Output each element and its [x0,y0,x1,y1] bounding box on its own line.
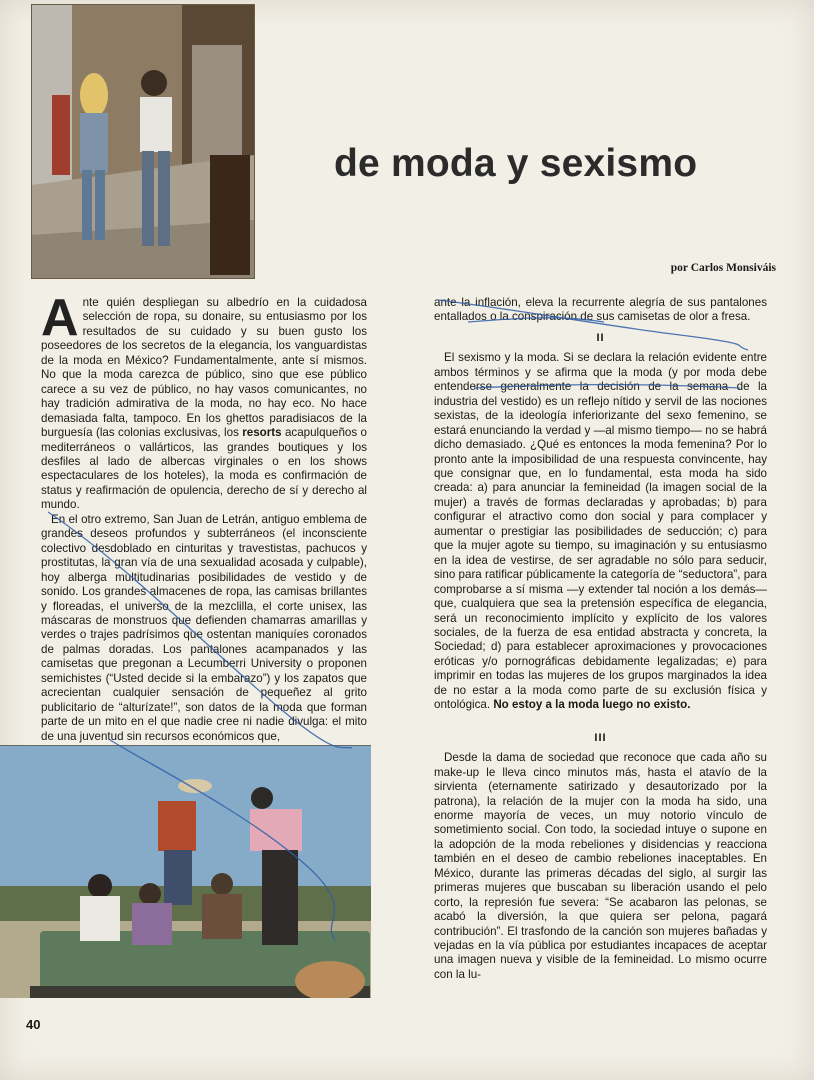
bold-statement: No estoy a la moda luego no existo. [493,698,691,712]
body-paragraph: En el otro extremo, San Juan de Letrán, antiguo emblema de grandes deseos profundos y subterráneos (el inconsciente colectivo desdoblado en cinturitas y travestistas, pachucos y prostitutas, la gran vía de una sexualidad acosada y culpable), hoy alberga multitudinarias posibilidades de vestido y de sonido. Los grandes almacenes de ropa, las camisas brillantes y floreadas, el universo de la mezclilla, el corte unisex, las máscaras de monstruos que defienden chamarras amarillas y verdes o trajes padrísimos que ostentan maniquíes coronados de palmas doradas. Los pantalones acampanados y las camisetas que pregonan a Lecumberri University o proponen semichistes (“Usted decide si la embarazo”) y los zapatos que acrecientan cualquier sensación de pequeñez al grito publicitario de “alturízate!”, son datos de la moda que forman parte de un mito en el que nadie cree ni nadie divulga: el mito de una juventud sin recursos económicos que, [41,512,367,743]
page-number: 40 [26,1017,41,1032]
body-paragraph: El sexismo y la moda. Si se declara la relación evidente entre ambos términos y se afirma que la moda (y por moda debe entenderse generalmente la decisión de la semana de la industria del vestido) es un reflejo nítido y servil de las nociones sexistas, de la ideología inferiorizante del sexo femenino, se estará enunciando la verdad y —al mismo tiempo— no se habrá dicho demasiado. ¿Qué es entonces la moda femenina? Por lo pronto ante la imposibilidad de una respuesta convincente, hay que consignar que, en lo fundamental, esta moda ha sido creada: a) para anunciar la femineidad (la imagen social de la mujer) a través de formas declaradas y aprobadas; b) para configurar el atractivo como don social y para complacer y aumentar o prestigiar las posibilidades de seducción; c) para que la mujer agote su tiempo, su imaginación y su entusiasmo en la idea de vestirse, de ser agradable no sólo para seducir, sino para ratificar públicamente la categoría de “seductora”, para comprobarse a sí misma —y extender tal noción a los demás— que, cualquiera que sea la pretensión específica de elegancia, será un reconocimiento implícito y explícito de los valores sociales, de la fuerza de esa entidad abstracta y concreta, la Sociedad; d) para establecer aproximaciones y provocaciones eróticas y/o pornográficas debidamente legalizadas; e) para imprimir en todas las mujeres de los grupos marginados la idea de no estar a la moda como parte de su exclusión física y ontológica. No estoy a la moda luego no existo. [434,351,767,712]
continued-paragraph: ante la inflación, eleva la recurrente alegría de sus pantalones entallados o la conspiración de sus camisetas de olor a fresa. [434,296,767,324]
left-column [41,289,367,744]
section-heading-iii: III [594,731,607,744]
section-heading-ii: II [596,331,605,344]
intro-paragraph: Ante quién despliegan su albedrío en la cuidadosa selección de ropa, su donaire, su entusiasmo por los resultados de su cuidado y su buen gusto los poseedores de los secretos de la elegancia, los vanguardistas de la moda en México? Fundamentalmente, ante sí mismos. No que la moda carezca de público, sino que ese público carece a su vez de público, no hay vasos comunicantes, no hay tradición admirativa de la moda, no hay eco. No hace demasiada falta, tampoco. En los ghettos paradisiacos de la burguesía (las colonias exclusivas, los resorts acapulqueños o mediterráneos o vallárticos, las grandes boutiques y los desfiles al lado de albercas virginales o en los shows espectaculares de los hoteles), la moda es confirmación de status y reafirmación de opulencia, derecho de sí y derecho al mundo. [41,289,367,512]
body-paragraph: Desde la dama de sociedad que reconoce que cada año su make-up le lleva cinco minutos más, hasta el atavío de la sirvienta (eternamente satirizado y desautorizado por la patrona), la relación de la mujer con la moda ha sido, una enorme mayoría de veces, un muy notorio vínculo de sometimiento social. Con todo, la sociedad intuye o supone en la adopción de la moda rebeliones y disidencias y reacciona también en el deseo de cambio rebeliones inaceptables. En México, durante las primeras décadas del siglo, al surgir las primeras mujeres que buscaban su liberación usando el pelo corto, la represión fue severa: “Se acabaron las pelonas, se acabó la diversión, la que quiera ser pelona, pagará contribución”. El trasfondo de la canción son mujeres bañadas y vejadas en la vía pública por estudiantes incapaces de aceptar una imagen nueva y visible de la femineidad. Lo mismo ocurre con la lu- [434,751,767,981]
bold-term: resorts [242,426,282,440]
street-scene-photo [31,4,255,279]
article-title: de moda y sexismo [334,142,698,185]
crowd-on-vehicle-photo [0,745,371,998]
right-column [434,296,767,982]
drop-cap: A [41,289,79,347]
author-byline: por Carlos Monsiváis [670,262,776,274]
